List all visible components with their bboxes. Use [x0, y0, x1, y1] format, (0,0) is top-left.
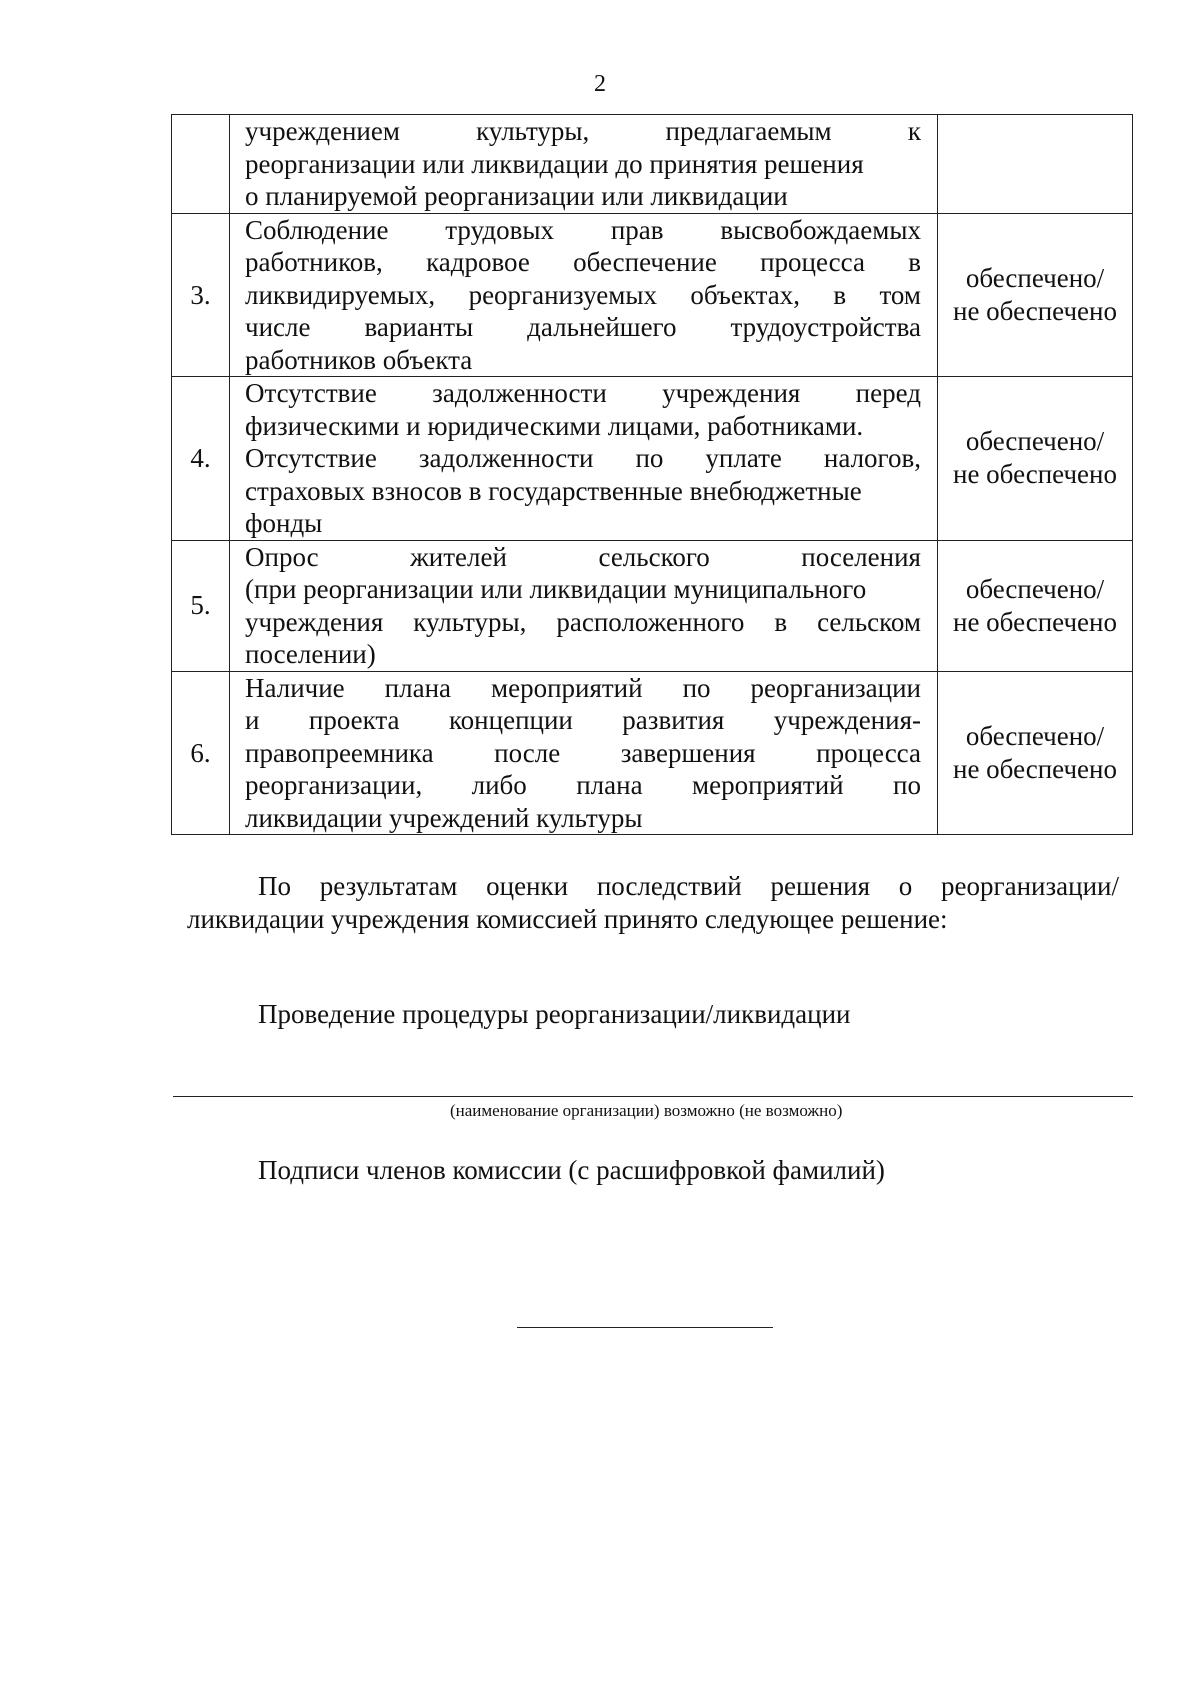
row-line: работников объекта — [245, 344, 473, 375]
row-line: о планируемой реорганизации или ликвидации — [245, 181, 788, 211]
status-line: не обеспечено — [953, 459, 1117, 490]
row-line: правопреемника после завершения процесса — [245, 737, 921, 768]
row-line: (при реорганизации или ликвидации муниципального — [245, 574, 867, 604]
row-status — [938, 213, 1133, 377]
decision-text: Проведение процедуры реорганизации/ликвидации — [258, 999, 851, 1029]
row-line: ликвидируемых, реорганизуемых объектах, в том — [245, 279, 921, 310]
row-number: 5. — [172, 540, 230, 671]
status-line: обеспечено/ — [965, 262, 1105, 293]
status-line: обеспечено/ — [965, 426, 1105, 457]
row-line: фонды — [245, 508, 323, 538]
row-line: Опрос жителей сельского поселения — [245, 541, 921, 572]
row-line: реорганизации, либо плана мероприятий по — [245, 770, 921, 800]
status-line: не обеспечено — [953, 606, 1117, 637]
row-number: 6. — [172, 671, 230, 835]
row-line: числе варианты дальнейшего трудоустройства — [245, 312, 921, 342]
row-description — [230, 671, 938, 835]
row-line: и проекта концепции развития учреждения- — [245, 705, 921, 735]
row-line: Отсутствие задолженности по уплате налогов, — [245, 443, 921, 473]
table-row — [172, 540, 1133, 671]
table-row — [172, 377, 1133, 541]
status-line: не обеспечено — [953, 295, 1117, 326]
status-line: обеспечено/ — [965, 720, 1105, 751]
row-line: учреждения культуры, расположенного в сельском — [245, 606, 921, 637]
organization-name-line — [173, 1096, 1133, 1097]
row-line: ликвидации учреждений культуры — [245, 802, 643, 833]
table-row — [172, 115, 1133, 214]
row-line: физическими и юридическими лицами, работниками. — [245, 410, 864, 441]
row-number — [172, 115, 230, 214]
table-row — [172, 671, 1133, 835]
results-paragraph: По результатам оценки последствий решения о реорганизации/ликвидации учреждения комиссией принято следующее решение: — [187, 871, 1119, 934]
row-line: работников, кадровое обеспечение процесса в — [245, 247, 921, 277]
row-number: 4. — [172, 377, 230, 541]
row-status — [938, 671, 1133, 835]
signatures-label: Подписи членов комиссии (с расшифровкой фамилий) — [258, 1155, 885, 1185]
criteria-table — [171, 114, 1133, 835]
row-line: Отсутствие задолженности учреждения перед — [245, 378, 921, 408]
row-description — [230, 377, 938, 541]
row-line: учреждением культуры, предлагаемым к — [245, 116, 921, 146]
row-line: страховых взносов в государственные внебюджетные — [245, 475, 862, 506]
row-status — [938, 540, 1133, 671]
row-status — [938, 115, 1133, 214]
row-description — [230, 115, 938, 214]
signature-line — [517, 1327, 773, 1328]
row-line: поселении) — [245, 639, 376, 669]
row-line: реорганизации или ликвидации до принятия решения — [245, 148, 864, 179]
page-number: 2 — [594, 71, 606, 97]
status-line: обеспечено/ — [965, 573, 1105, 604]
row-line: Соблюдение трудовых прав высвобождаемых — [245, 214, 921, 245]
table-row — [172, 213, 1133, 377]
status-line: не обеспечено — [953, 753, 1117, 784]
row-description — [230, 540, 938, 671]
row-status — [938, 377, 1133, 541]
row-line: Наличие плана мероприятий по реорганизации — [245, 672, 921, 703]
organization-caption: (наименование организации) возможно (не возможно) — [450, 1101, 843, 1120]
row-description — [230, 213, 938, 377]
row-number: 3. — [172, 213, 230, 377]
